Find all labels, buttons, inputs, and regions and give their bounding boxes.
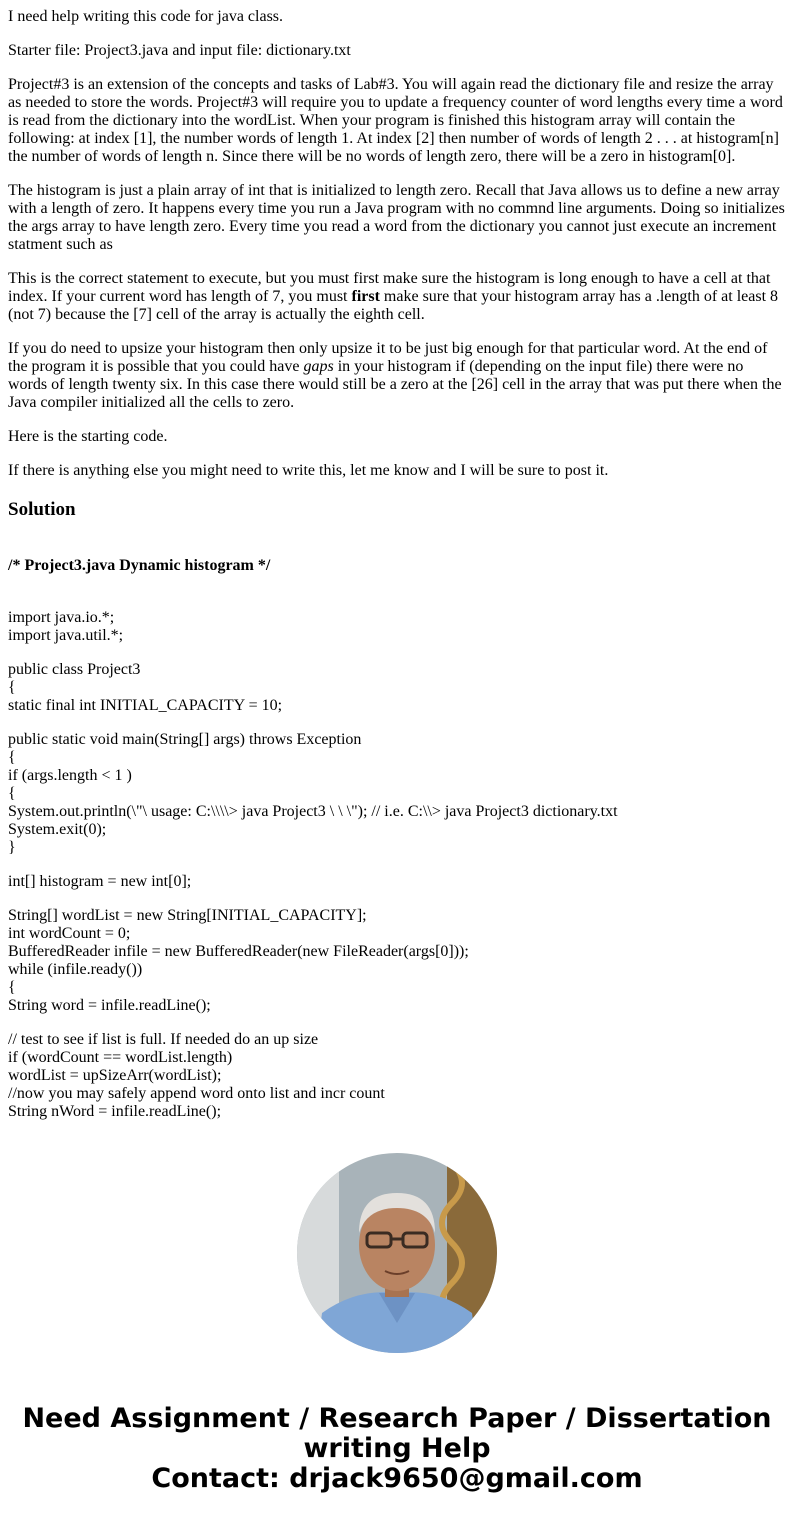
code-line: //now you may safely append word onto list and incr count (8, 1085, 385, 1102)
code-block (8, 609, 618, 1121)
code-line (8, 1015, 618, 1031)
code-title: /* Project3.java Dynamic histogram */ (8, 557, 271, 574)
code-line: static final int INITIAL_CAPACITY = 10; (8, 697, 283, 714)
code-line: while (infile.ready()) (8, 961, 143, 978)
code-line: { (8, 785, 16, 802)
paragraph-6-text-a: If you do need to upsize your histogram then only upsize it to be just big enough for that particular word. At the end of the program it is possible that you could have (8, 340, 768, 375)
code-line: if (args.length < 1 ) (8, 767, 132, 784)
code-line: BufferedReader infile = new BufferedReader(new FileReader(args[0])); (8, 943, 469, 960)
code-line (8, 645, 618, 661)
code-line (8, 857, 618, 873)
code-line: { (8, 979, 16, 996)
question-paragraph-7: Here is the starting code. (8, 428, 168, 445)
footer-banner (0, 1404, 794, 1494)
code-line: import java.io.*; (8, 609, 115, 626)
code-line: } (8, 839, 16, 856)
code-line: wordList = upSizeArr(wordList); (8, 1067, 222, 1084)
footer-contact: Contact: drjack9650@gmail.com (151, 1463, 643, 1494)
code-line: String[] wordList = new String[INITIAL_CAPACITY]; (8, 907, 367, 924)
code-line: String word = infile.readLine(); (8, 997, 211, 1014)
code-line: int wordCount = 0; (8, 925, 131, 942)
code-line: // test to see if list is full. If needed do an up size (8, 1031, 319, 1048)
person-photo-icon (297, 1153, 497, 1353)
question-paragraph-2: Starter file: Project3.java and input file: dictionary.txt (8, 42, 351, 59)
question-body (8, 8, 786, 496)
code-line: import java.util.*; (8, 627, 124, 644)
code-line (8, 715, 618, 731)
code-line: System.exit(0); (8, 821, 107, 838)
code-line: int[] histogram = new int[0]; (8, 873, 192, 890)
code-line: String nWord = infile.readLine(); (8, 1103, 222, 1120)
emphasis-first: first (351, 288, 380, 305)
question-paragraph-6 (8, 340, 786, 412)
code-line: public static void main(String[] args) throws Exception (8, 731, 362, 748)
question-paragraph-8: If there is anything else you might need to write this, let me know and I will be sure to post it. (8, 462, 609, 479)
question-paragraph-3: Project#3 is an extension of the concepts and tasks of Lab#3. You will again read the dictionary file and resize the array as needed to store the words. Project#3 will require you to update a frequency counter of word lengths every time a word is read from the dictionary into the wordList. When your program is finished this histogram array will contain the following: at index [1], the number words of length 1. At index [2] then number of words of length 2 . . . at histogram[n] the number of words of length n. Since there will be no words of length zero, there will be a zero in histogram[0]. (8, 76, 783, 165)
code-line (8, 891, 618, 907)
question-paragraph-4: The histogram is just a plain array of int that is initialized to length zero. Recall that Java allows us to define a new array with a length of zero. It happens every time you run a Java program with no commnd line arguments. Doing so initializes the args array to have length zero. Every time you read a word from the dictionary you cannot just execute an increment statment such as (8, 182, 785, 253)
paragraph-5-text-a: This is the correct statement to execute, but you must first make sure the histogram is long enough to have a cell at that index. If your current word has length of 7, you must (8, 270, 771, 305)
question-paragraph-5 (8, 270, 786, 324)
footer-line-1: Need Assignment / Research Paper / Dissertation (22, 1403, 772, 1434)
paragraph-5-text-c: make sure that your histogram array has a .length of at least 8 (not 7) because the [7] cell of the array is actually the eighth cell. (8, 288, 779, 323)
solution-heading: Solution (8, 499, 76, 520)
paragraph-6-text-c: in your histogram if (depending on the input file) there were no words of length twenty six. In this case there would still be a zero at the [26] cell in the array that was put there when the Java compiler initialized all the cells to zero. (8, 358, 782, 411)
question-paragraph-1: I need help writing this code for java class. (8, 8, 284, 25)
code-line: public class Project3 (8, 661, 141, 678)
code-line: System.out.println(\"\ usage: C:\\\\> java Project3 \ \ \"); // i.e. C:\\> java Project3 dictionary.txt (8, 803, 618, 820)
code-line: if (wordCount == wordList.length) (8, 1049, 233, 1066)
footer-line-2: writing Help (303, 1433, 491, 1464)
code-line: { (8, 679, 16, 696)
emphasis-gaps: gaps (303, 358, 334, 375)
code-line: { (8, 749, 16, 766)
